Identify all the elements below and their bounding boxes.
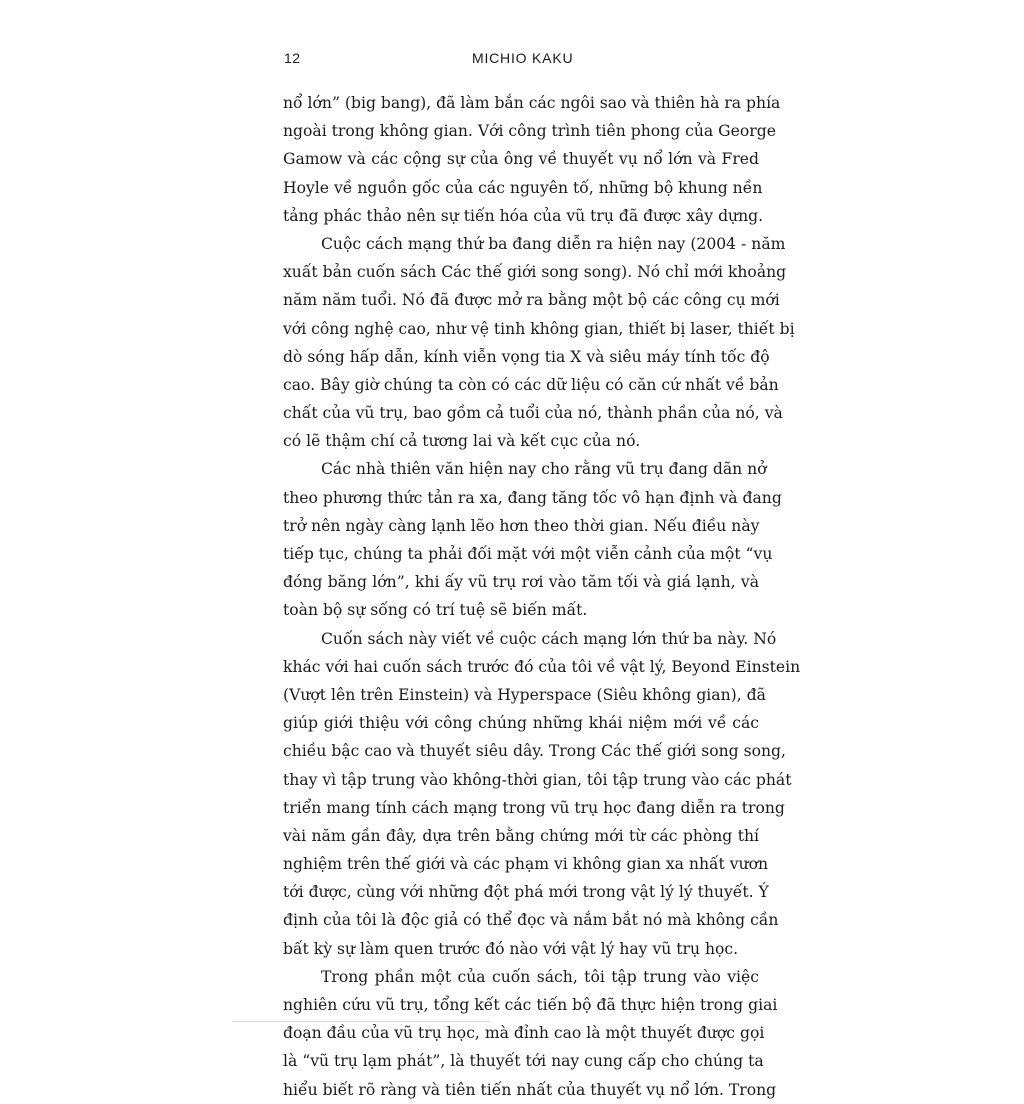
page-number: 12 xyxy=(284,50,301,66)
text-line: xuất bản cuốn sách Các thế giới song song). Nó chỉ mới khoảng xyxy=(283,263,787,282)
text-line: hiểu biết rõ ràng và tiên tiến nhất của thuyết vụ nổ lớn. Trong xyxy=(283,1080,777,1099)
text-line: (Vượt lên trên Einstein) và Hyperspace (Siêu không gian), đã xyxy=(283,685,766,704)
text-line: ngoài trong không gian. Với công trình tiên phong của George xyxy=(283,122,776,141)
text-line: đoạn đầu của vũ trụ học, mà đỉnh cao là một thuyết được gọi xyxy=(283,1024,765,1043)
text-line: dò sóng hấp dẫn, kính viễn vọng tia X và siêu máy tính tốc độ xyxy=(283,347,770,366)
text-line: tảng phác thảo nên sự tiến hóa của vũ trụ đã được xây dựng. xyxy=(283,206,764,225)
running-head xyxy=(284,50,784,72)
bottom-divider xyxy=(232,1021,490,1022)
text-line: trở nên ngày càng lạnh lẽo hơn theo thời gian. Nếu điều này xyxy=(283,516,760,535)
text-line: nghiên cứu vũ trụ, tổng kết các tiến bộ đã thực hiện trong giai xyxy=(283,996,778,1014)
text-line: thay vì tập trung vào không-thời gian, tôi tập trung vào các phát xyxy=(283,770,792,789)
text-line: có lẽ thậm chí cả tương lai và kết cục của nó. xyxy=(283,432,641,451)
text-line: tới được, cùng với những đột phá mới trong vật lý lý thuyết. Ý xyxy=(283,883,769,902)
text-line: theo phương thức tản ra xa, đang tăng tốc vô hạn định và đang xyxy=(283,488,782,507)
text-line: vài năm gần đây, dựa trên bằng chứng mới từ các phòng thí xyxy=(283,826,759,845)
text-line: Cuộc cách mạng thứ ba đang diễn ra hiện nay (2004 - năm xyxy=(321,234,786,253)
text-line: chất của vũ trụ, bao gồm cả tuổi của nó, thành phần của nó, và xyxy=(283,404,783,423)
text-line: là “vũ trụ lạm phát”, là thuyết tới nay cung cấp cho chúng ta xyxy=(283,1052,764,1071)
text-line: chiều bậc cao và thuyết siêu dây. Trong Các thế giới song song, xyxy=(283,742,786,761)
text-line: toàn bộ sự sống có trí tuệ sẽ biến mất. xyxy=(283,601,588,620)
text-line: định của tôi là độc giả có thể đọc và nắm bắt nó mà không cần xyxy=(283,911,779,930)
text-line: Hoyle về nguồn gốc của các nguyên tố, những bộ khung nền xyxy=(283,178,763,197)
text-line: đóng băng lớn”, khi ấy vũ trụ rơi vào tăm tối và giá lạnh, và xyxy=(283,573,759,592)
text-line: giúp giới thiệu với công chúng những khái niệm mới về các xyxy=(283,714,759,733)
text-line: khác với hai cuốn sách trước đó của tôi về vật lý, Beyond Einstein xyxy=(283,657,801,676)
running-head-author: MICHIO KAKU xyxy=(472,50,574,66)
text-line: Các nhà thiên văn hiện nay cho rằng vũ trụ đang dãn nở xyxy=(321,460,767,479)
text-line: với công nghệ cao, như vệ tinh không gian, thiết bị laser, thiết bị xyxy=(283,319,795,338)
text-line: bất kỳ sự làm quen trước đó nào với vật lý hay vũ trụ học. xyxy=(283,939,739,958)
text-line: Cuốn sách này viết về cuộc cách mạng lớn thứ ba này. Nó xyxy=(321,629,777,648)
text-line: cao. Bây giờ chúng ta còn có các dữ liệu có căn cứ nhất về bản xyxy=(283,375,779,394)
text-line: Trong phần một của cuốn sách, tôi tập trung vào việc xyxy=(321,967,759,986)
text-line: triển mang tính cách mạng trong vũ trụ học đang diễn ra trong xyxy=(283,798,785,817)
text-line: tiếp tục, chúng ta phải đối mặt với một viễn cảnh của một “vụ xyxy=(283,545,773,563)
text-line: nghiệm trên thế giới và các phạm vi không gian xa nhất vươn xyxy=(283,855,769,874)
text-line: nổ lớn” (big bang), đã làm bắn các ngôi sao và thiên hà ra phía xyxy=(283,94,781,112)
text-line: năm năm tuổi. Nó đã được mở ra bằng một bộ các công cụ mới xyxy=(283,291,780,310)
body-text xyxy=(283,89,801,1104)
text-line: Gamow và các cộng sự của ông về thuyết vụ nổ lớn và Fred xyxy=(283,150,759,169)
